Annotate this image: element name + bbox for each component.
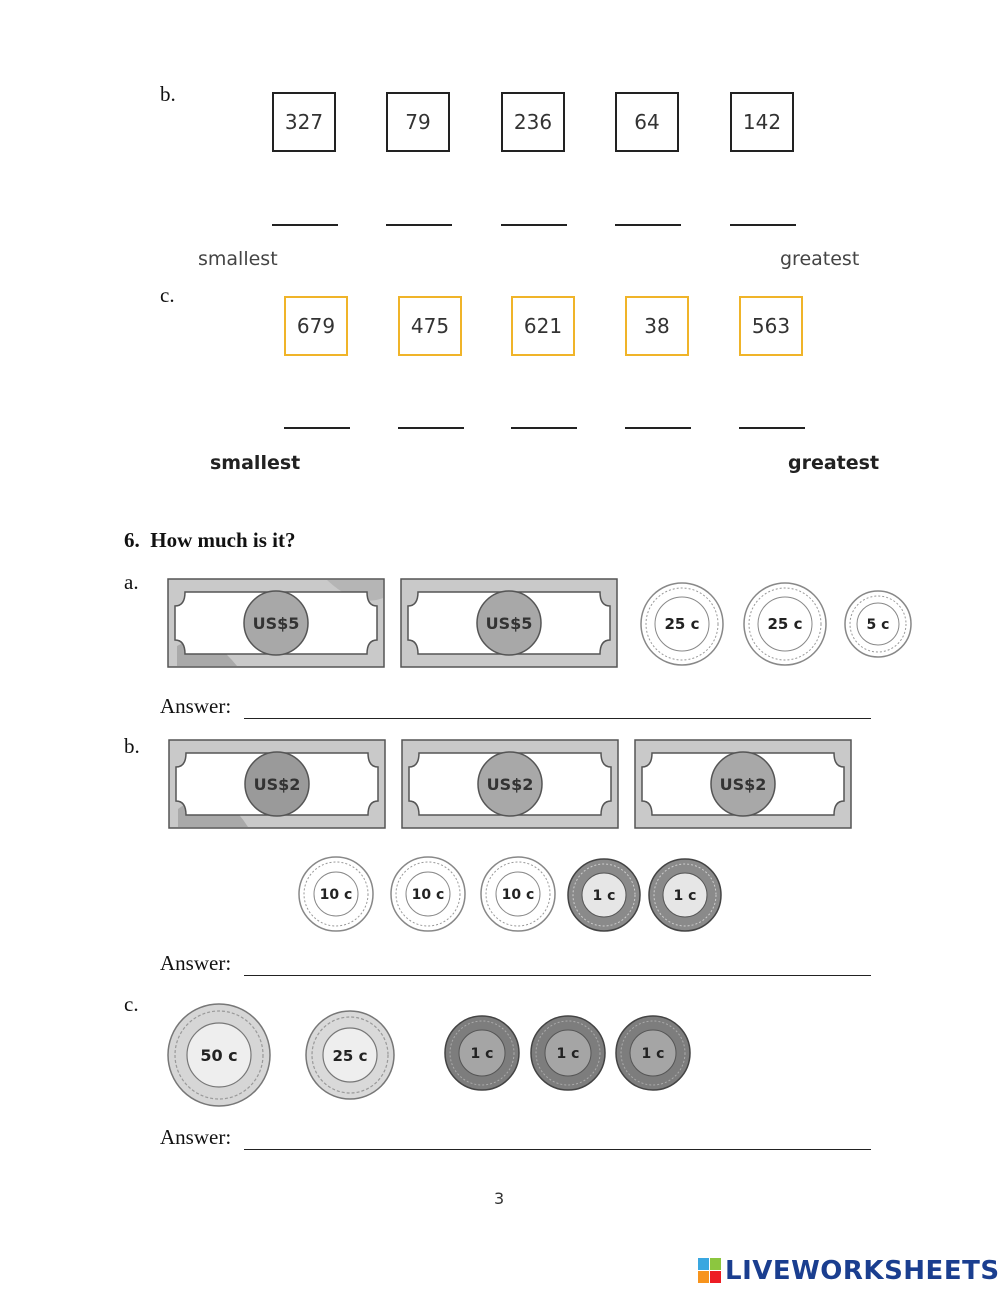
number-box: 563 xyxy=(739,296,803,356)
answer-label: Answer: xyxy=(160,951,232,975)
coin-25c xyxy=(639,581,725,667)
bill-5-dollar xyxy=(167,578,385,668)
answer-blank[interactable] xyxy=(386,224,452,226)
coin-10c xyxy=(479,855,557,933)
coin-value: 1 c xyxy=(673,888,697,904)
bill-2-dollar xyxy=(168,739,386,829)
coin-value: 25 c xyxy=(767,615,803,633)
coin-1c xyxy=(614,1014,692,1092)
answer-blank[interactable] xyxy=(625,427,691,429)
number-box: 236 xyxy=(501,92,565,152)
coin-value: 10 c xyxy=(319,887,353,903)
bill-value: US$2 xyxy=(719,775,767,794)
answer-blank[interactable] xyxy=(511,427,577,429)
number-box: 38 xyxy=(625,296,689,356)
number-box: 327 xyxy=(272,92,336,152)
coin-value: 5 c xyxy=(866,617,890,633)
coin-10c xyxy=(389,855,467,933)
number-box: 679 xyxy=(284,296,348,356)
answer-blank[interactable] xyxy=(739,427,805,429)
answer-blank[interactable] xyxy=(272,224,338,226)
item-label-6b: b. xyxy=(124,734,140,758)
page-number: 3 xyxy=(494,1189,505,1208)
number-box: 79 xyxy=(386,92,450,152)
logo-text: LIVEWORKSHEETS xyxy=(725,1256,1000,1286)
answer-blank[interactable] xyxy=(398,427,464,429)
answer-blank[interactable] xyxy=(730,224,796,226)
logo-badge-icon xyxy=(698,1258,722,1284)
bill-2-dollar xyxy=(401,739,619,829)
bill-value: US$2 xyxy=(486,775,534,794)
greatest-label: greatest xyxy=(780,248,860,270)
answer-label: Answer: xyxy=(160,694,232,718)
coin-1c xyxy=(647,857,723,933)
item-label-5c: c. xyxy=(160,283,175,307)
coin-value: 25 c xyxy=(332,1047,368,1065)
bill-value: US$5 xyxy=(485,614,533,633)
answer-blank[interactable] xyxy=(501,224,567,226)
greatest-label: greatest xyxy=(788,452,880,474)
number-box: 64 xyxy=(615,92,679,152)
number-box: 475 xyxy=(398,296,462,356)
item-label-6a: a. xyxy=(124,570,139,594)
coin-10c xyxy=(297,855,375,933)
coin-25c xyxy=(742,581,828,667)
coin-value: 1 c xyxy=(470,1046,494,1062)
bill-5-dollar xyxy=(400,578,618,668)
answer-blank[interactable] xyxy=(284,427,350,429)
section-title: 6. How much is it? xyxy=(124,528,296,552)
item-label-6c: c. xyxy=(124,992,139,1016)
number-box: 142 xyxy=(730,92,794,152)
coin-50c xyxy=(166,1002,272,1108)
coin-value: 25 c xyxy=(664,615,700,633)
coin-value: 1 c xyxy=(641,1046,665,1062)
coin-5c xyxy=(843,589,913,659)
bill-value: US$2 xyxy=(253,775,301,794)
coin-1c xyxy=(566,857,642,933)
smallest-label: smallest xyxy=(210,452,301,474)
coin-value: 50 c xyxy=(200,1046,238,1065)
liveworksheets-logo[interactable] xyxy=(698,1256,1000,1286)
answer-line[interactable] xyxy=(244,975,871,976)
coin-value: 10 c xyxy=(501,887,535,903)
coin-value: 10 c xyxy=(411,887,445,903)
number-box: 621 xyxy=(511,296,575,356)
coin-value: 1 c xyxy=(592,888,616,904)
answer-blank[interactable] xyxy=(615,224,681,226)
item-label-5b: b. xyxy=(160,82,176,106)
answer-label: Answer: xyxy=(160,1125,232,1149)
smallest-label: smallest xyxy=(198,248,278,270)
coin-value: 1 c xyxy=(556,1046,580,1062)
coin-1c xyxy=(529,1014,607,1092)
bill-value: US$5 xyxy=(252,614,300,633)
coin-1c xyxy=(443,1014,521,1092)
answer-line[interactable] xyxy=(244,1149,871,1150)
coin-25c xyxy=(304,1009,396,1101)
bill-2-dollar xyxy=(634,739,852,829)
answer-line[interactable] xyxy=(244,718,871,719)
